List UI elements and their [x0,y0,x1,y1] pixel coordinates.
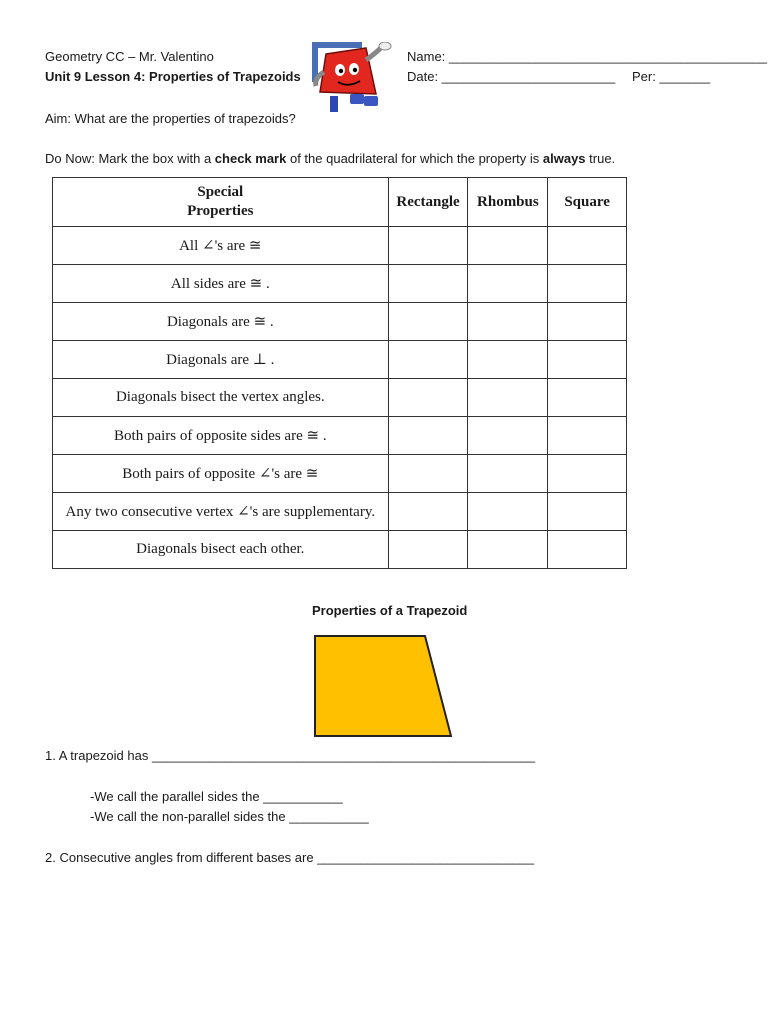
checkbox-rectangle[interactable] [388,531,468,569]
checkbox-rhombus[interactable] [468,303,548,341]
header-line-1: Special [197,184,244,200]
checkbox-rhombus[interactable] [468,265,548,303]
do-now-bold-check: check mark [214,151,287,166]
property-label: Diagonals bisect each other. [53,531,389,569]
table-row [53,531,627,569]
checkbox-square[interactable] [548,341,627,379]
properties-table [52,177,627,569]
checkbox-square[interactable] [548,227,627,265]
period-field[interactable]: Per: _______ [632,69,711,84]
checkbox-rhombus[interactable] [468,417,548,455]
table-row [53,341,627,379]
table-row [53,455,627,493]
checkbox-square[interactable] [548,379,627,417]
checkbox-rectangle[interactable] [388,265,468,303]
checkbox-square[interactable] [548,417,627,455]
checkbox-rectangle[interactable] [388,379,468,417]
name-field[interactable]: Name: ____________________________________________ [407,49,768,64]
aim-text: Aim: What are the properties of trapezoids? [45,111,296,126]
checkbox-rhombus[interactable] [468,493,548,531]
checkbox-rectangle[interactable] [388,455,468,493]
checkbox-square[interactable] [548,265,627,303]
trapezoid-figure [313,634,453,738]
checkbox-rhombus[interactable] [468,341,548,379]
table-row [53,493,627,531]
question-2: 2. Consecutive angles from different bases are ______________________________ [45,850,535,865]
table-row [53,379,627,417]
checkbox-rectangle[interactable] [388,227,468,265]
property-label: Both pairs of opposite sides are ≅ . [53,417,389,455]
checkbox-rhombus[interactable] [468,531,548,569]
property-label: All ∠'s are ≅ [53,227,389,265]
checkbox-rectangle[interactable] [388,303,468,341]
do-now-suffix: true. [585,151,616,166]
table-row [53,303,627,341]
property-label: Diagonals bisect the vertex angles. [53,379,389,417]
checkbox-rhombus[interactable] [468,455,548,493]
table-row [53,265,627,303]
table-header-row [53,178,627,227]
checkbox-square[interactable] [548,493,627,531]
header-square: Square [548,178,627,227]
checkbox-square[interactable] [548,531,627,569]
table-row [53,227,627,265]
question-1a: -We call the parallel sides the ___________ [90,789,343,804]
lesson-title: Unit 9 Lesson 4: Properties of Trapezoids [45,69,301,84]
header-rectangle: Rectangle [388,178,468,227]
do-now-text [45,149,615,169]
property-label: Diagonals are ⊥ . [53,341,389,379]
course-title: Geometry CC – Mr. Valentino [45,49,214,64]
trapezoid-mascot-icon [310,42,400,114]
do-now-middle: of the quadrilateral for which the property is [286,151,543,166]
property-label: Both pairs of opposite ∠'s are ≅ [53,455,389,493]
header-line-2: Properties [187,203,254,219]
table-row [53,417,627,455]
property-label: Any two consecutive vertex ∠'s are supplementary. [53,493,389,531]
trapezoid-shape [315,636,451,736]
checkbox-rectangle[interactable] [388,417,468,455]
question-1: 1. A trapezoid has _____________________________________________________ [45,748,536,763]
checkbox-rectangle[interactable] [388,341,468,379]
do-now-bold-always: always [542,151,586,166]
trapezoid-section-title: Properties of a Trapezoid [312,603,468,618]
checkbox-rhombus[interactable] [468,379,548,417]
do-now-prefix: Do Now: Mark the box with a [45,151,215,166]
checkbox-square[interactable] [548,455,627,493]
property-label: All sides are ≅ . [53,265,389,303]
checkbox-rectangle[interactable] [388,493,468,531]
property-label: Diagonals are ≅ . [53,303,389,341]
header-rhombus: Rhombus [468,178,548,227]
checkbox-square[interactable] [548,303,627,341]
header-special-properties [53,178,389,227]
question-1b: -We call the non-parallel sides the ___________ [90,809,369,824]
date-field[interactable]: Date: ________________________ [407,69,616,84]
checkbox-rhombus[interactable] [468,227,548,265]
